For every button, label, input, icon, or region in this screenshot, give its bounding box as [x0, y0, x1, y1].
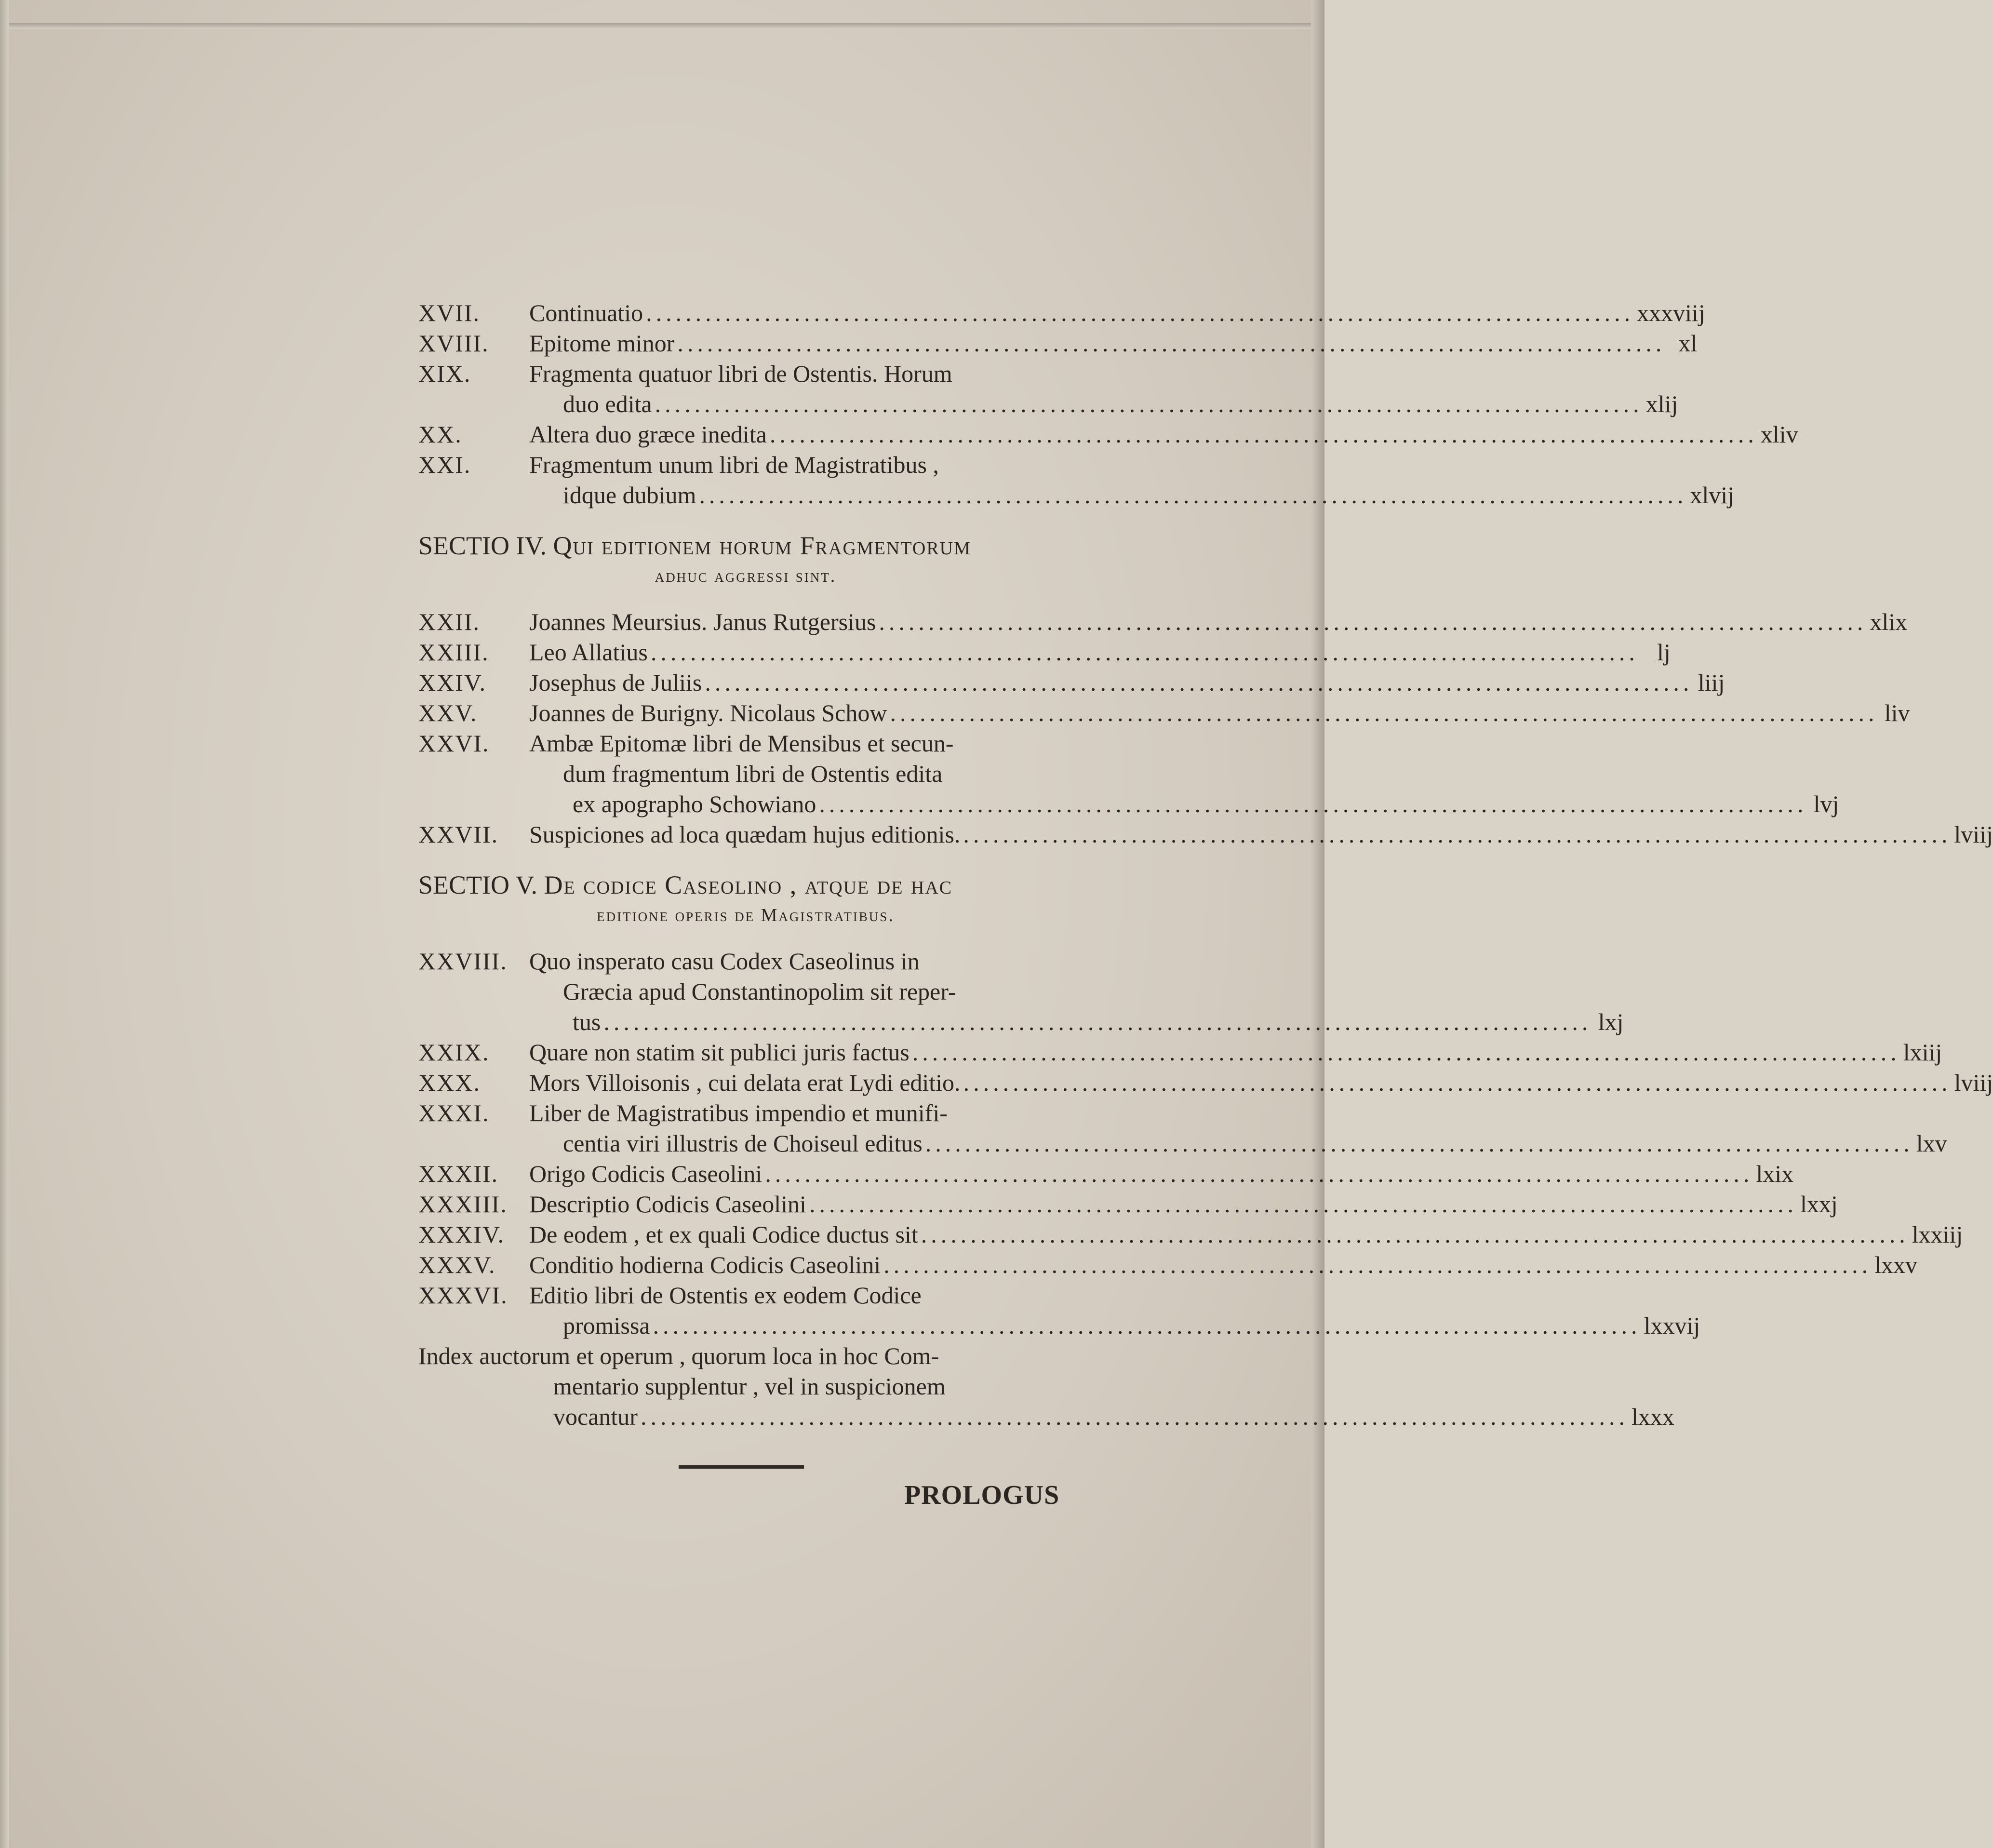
entry-text: tus	[573, 1008, 601, 1035]
entry-text: ex apographo Schowiano	[573, 790, 816, 817]
entry-text: Descriptio Codicis Caseolini	[529, 1191, 806, 1218]
entry-body	[529, 1037, 1942, 1068]
leader-dots	[699, 480, 1687, 510]
index-line-1: Index auctorum et operum , quorum loca in hoc Com-	[418, 1342, 939, 1369]
section-4-title-line	[418, 530, 1073, 562]
leader-dots	[646, 298, 1634, 328]
entry-body	[529, 637, 1671, 668]
page-left-edge	[0, 0, 9, 1848]
toc-entry	[418, 946, 1624, 1037]
entry-text: duo edita	[563, 390, 652, 417]
entry-line	[529, 977, 1623, 1007]
index-entry	[418, 1341, 1674, 1432]
index-page-number: lxxx	[1631, 1403, 1674, 1430]
entry-line	[529, 1098, 1947, 1128]
entry-body	[529, 1068, 1993, 1098]
chapter-number: XXIV.	[418, 669, 487, 696]
entry-line	[529, 1219, 1963, 1250]
toc-entry	[418, 819, 1993, 850]
page-number: lxv	[1916, 1130, 1947, 1157]
entry-line	[529, 1189, 1838, 1219]
page-number: lxj	[1598, 1008, 1624, 1035]
leader-dots	[890, 698, 1878, 728]
entry-line	[529, 389, 1678, 419]
chapter-number: XVIII.	[418, 330, 489, 357]
toc-entry	[418, 698, 1910, 728]
leader-dots	[819, 789, 1807, 819]
chapter-number: XXXII.	[418, 1160, 499, 1187]
entry-text: idque dubium	[563, 482, 696, 509]
section-5-subtitle: editione operis de Magistratibus.	[597, 905, 895, 925]
section-5-title-line	[418, 869, 1073, 901]
chapter-number: XXVI.	[418, 730, 490, 757]
chapter-number: XXXVI.	[418, 1282, 508, 1309]
toc-entry	[418, 1068, 1993, 1098]
catchword: PROLOGUS	[904, 1480, 1060, 1510]
entry-text: dum fragmentum libri de Ostentis edita	[563, 760, 943, 787]
entry-text: promissa	[563, 1312, 650, 1339]
section-4-heading	[418, 530, 1073, 590]
toc-entry	[418, 298, 1705, 328]
entry-body	[529, 359, 1678, 419]
chapter-number: XVII.	[418, 299, 481, 326]
page-number: xliv	[1760, 421, 1798, 448]
entry-text: Suspiciones ad loca quædam hujus editionis.	[529, 821, 961, 848]
entry-text: De eodem , et ex quali Codice ductus sit	[529, 1221, 918, 1248]
entry-body	[529, 698, 1910, 728]
section-5-label: SECTIO V.	[418, 870, 538, 899]
leader-dots	[879, 607, 1867, 637]
toc-entry	[418, 1159, 1794, 1189]
toc-entry	[418, 419, 1798, 450]
leader-dots	[921, 1219, 1909, 1250]
page-number: xlij	[1645, 390, 1678, 417]
chapter-number: XXVIII.	[418, 948, 508, 975]
entry-body	[529, 328, 1697, 359]
entry-text: Fragmenta quatuor libri de Ostentis. Horum	[529, 360, 952, 387]
page-number: lxxj	[1800, 1191, 1838, 1218]
leader-dots	[809, 1189, 1797, 1219]
chapter-number: XIX.	[418, 360, 471, 387]
leader-dots	[655, 389, 1643, 419]
toc-entry	[418, 1250, 1918, 1280]
entry-text: Josephus de Juliis	[529, 669, 702, 696]
page-number: lxiij	[1903, 1039, 1942, 1066]
entry-line	[529, 607, 1907, 637]
toc-entry	[418, 328, 1698, 359]
leader-dots	[963, 1068, 1952, 1098]
entry-text: Liber de Magistratibus impendio et munifi-	[529, 1099, 948, 1126]
entry-line	[529, 1159, 1793, 1189]
toc-entry	[418, 668, 1725, 698]
leader-dots	[912, 1037, 1900, 1068]
entry-text: Joannes de Burigny. Nicolaus Schow	[529, 699, 887, 726]
entry-line	[529, 728, 1839, 759]
chapter-number: XXXIII.	[418, 1191, 508, 1218]
leader-dots	[603, 1007, 1592, 1037]
entry-text: Continuatio	[529, 299, 643, 326]
entry-text: Joannes Meursius. Janus Rutgersius	[529, 608, 876, 635]
section-5-heading	[418, 869, 1073, 930]
page-number: xlix	[1870, 608, 1908, 635]
entry-text: Quare non statim sit publici juris factus	[529, 1039, 910, 1066]
page-number: lxxv	[1874, 1251, 1918, 1278]
entry-line	[529, 1037, 1942, 1068]
entry-text: Quo insperato casu Codex Caseolinus in	[529, 948, 920, 975]
toc-group-top	[418, 298, 1798, 510]
toc-group-middle	[418, 607, 1993, 850]
entry-text: Ambæ Epitomæ libri de Mensibus et secun-	[529, 730, 954, 757]
page-number: lj	[1657, 639, 1671, 666]
entry-text: centia viri illustris de Choiseul editus	[563, 1130, 923, 1157]
page-number: xxxviij	[1637, 299, 1705, 326]
toc-entry	[418, 450, 1735, 510]
entry-body	[529, 419, 1798, 450]
toc-entry	[418, 1037, 1942, 1068]
entry-line	[529, 668, 1725, 698]
index-line-2: mentario supplentur , vel in suspicionem	[553, 1373, 946, 1400]
leader-dots	[705, 668, 1693, 698]
entry-body	[529, 668, 1725, 698]
toc-entry	[418, 359, 1678, 419]
section-4-subtitle: adhuc aggressi sint.	[655, 566, 837, 586]
toc-entry	[418, 607, 1908, 637]
section-4-label: SECTIO IV.	[418, 531, 547, 560]
chapter-number: XXVII.	[418, 821, 499, 848]
entry-text: Græcia apud Constantinopolim sit reper-	[563, 978, 956, 1005]
entry-body	[529, 450, 1734, 510]
page-number: xlvij	[1690, 482, 1735, 509]
entry-line	[529, 946, 1623, 977]
entry-line	[529, 328, 1697, 359]
decorative-rule	[679, 1465, 804, 1469]
chapter-number: XXXI.	[418, 1099, 490, 1126]
chapter-number: XXII.	[418, 608, 481, 635]
page-number: lxix	[1756, 1160, 1794, 1187]
leader-dots	[963, 819, 1951, 850]
chapter-number: XXX.	[418, 1069, 481, 1096]
entry-line	[529, 759, 1839, 789]
entry-body	[529, 1189, 1838, 1219]
page-right-edge	[1311, 0, 1324, 1848]
index-line-3-text: vocantur	[553, 1403, 638, 1430]
entry-text: Leo Allatius	[529, 639, 648, 666]
toc-entry	[418, 1098, 1947, 1159]
entry-body	[529, 1098, 1947, 1159]
leader-dots	[653, 1311, 1641, 1341]
entry-body	[529, 728, 1839, 819]
section-5-title: De codice Caseolino , atque de hac	[544, 870, 953, 899]
entry-body	[529, 1159, 1793, 1189]
page-number: liij	[1698, 669, 1725, 696]
page-number: liv	[1884, 699, 1910, 726]
chapter-number: XXXIV.	[418, 1221, 505, 1248]
page-number: lviij	[1954, 1069, 1993, 1096]
toc-entry	[418, 637, 1671, 668]
entry-body	[529, 607, 1907, 637]
page-number: lviij	[1954, 821, 1993, 848]
entry-line	[529, 1250, 1917, 1280]
toc-entry	[418, 1219, 1963, 1250]
leader-dots	[770, 419, 1758, 450]
entry-body	[529, 1280, 1700, 1341]
entry-body	[529, 1250, 1917, 1280]
entry-line	[529, 480, 1734, 510]
toc-entry	[418, 728, 1839, 819]
entry-line	[529, 450, 1734, 480]
page-number: lvj	[1813, 790, 1839, 817]
table-of-contents	[418, 298, 1993, 1432]
chapter-number: XXIX.	[418, 1039, 490, 1066]
entry-line	[529, 298, 1705, 328]
entry-text: Altera duo græce inedita	[529, 421, 767, 448]
leader-dots	[765, 1159, 1753, 1189]
entry-line	[529, 419, 1798, 450]
entry-body	[529, 298, 1705, 328]
entry-line	[529, 698, 1910, 728]
entry-line	[529, 1007, 1623, 1037]
entry-line	[529, 637, 1671, 668]
entry-body	[529, 819, 1993, 850]
chapter-number: XXV.	[418, 699, 478, 726]
entry-body	[529, 946, 1623, 1037]
leader-dots	[651, 637, 1639, 668]
toc-entry	[418, 1189, 1838, 1219]
entry-line	[529, 359, 1678, 389]
entry-text: Origo Codicis Caseolini	[529, 1160, 762, 1187]
entry-line	[529, 1068, 1993, 1098]
entry-line	[529, 819, 1993, 850]
page-number: lxxiij	[1912, 1221, 1963, 1248]
entry-text: Conditio hodierna Codicis Caseolini	[529, 1251, 881, 1278]
entry-line	[529, 1311, 1700, 1341]
chapter-number: XXXV.	[418, 1251, 496, 1278]
leader-dots	[883, 1250, 1872, 1280]
entry-text: Editio libri de Ostentis ex eodem Codice	[529, 1282, 922, 1309]
entry-body	[529, 1219, 1963, 1250]
entry-text: Fragmentum unum libri de Magistratibus ,	[529, 451, 939, 478]
chapter-number: XXIII.	[418, 639, 489, 666]
entry-line	[529, 1280, 1700, 1311]
index-line-3	[418, 1402, 1674, 1432]
page-number: xl	[1678, 330, 1698, 357]
chapter-number: XXI.	[418, 451, 471, 478]
entry-text: Epitome minor	[529, 330, 675, 357]
entry-line	[529, 789, 1839, 819]
toc-group-bottom	[418, 946, 1993, 1341]
leader-dots	[925, 1128, 1913, 1159]
toc-entry	[418, 1280, 1700, 1341]
entry-text: Mors Villoisonis , cui delata erat Lydi editio.	[529, 1069, 961, 1096]
entry-line	[529, 1128, 1947, 1159]
page-number: lxxvij	[1644, 1312, 1700, 1339]
page-top-edge	[0, 23, 1324, 29]
leader-dots	[677, 328, 1665, 359]
leader-dots	[641, 1402, 1629, 1432]
chapter-number: XX.	[418, 421, 462, 448]
section-4-title: Qui editionem horum Fragmentorum	[553, 531, 971, 560]
